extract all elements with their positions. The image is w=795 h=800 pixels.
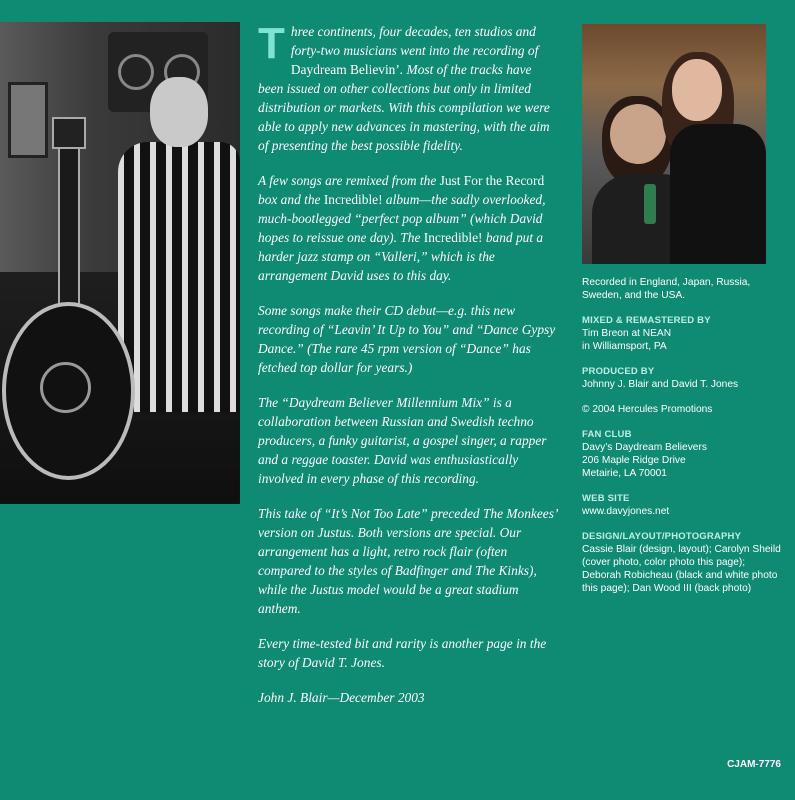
mixed-credit [582, 314, 782, 353]
fan-club-line-3: Metairie, LA 70001 [582, 468, 667, 479]
produced-heading: PRODUCED BY [582, 366, 655, 377]
design-credit [582, 530, 782, 595]
signature: John J. Blair—December 2003 [258, 690, 425, 705]
photo-man-head [150, 77, 208, 147]
credits-column [582, 276, 782, 607]
color-photo-two-women [582, 24, 766, 264]
photo-guitar-head [52, 117, 86, 149]
liner-notes [258, 19, 558, 723]
paragraph-closing: Every time-tested bit and rarity is another page in the story of David T. Jones. [258, 636, 547, 670]
photo-face-right [672, 59, 722, 121]
website-credit [582, 492, 782, 518]
paragraph-remixes: A few songs are remixed from the Just For the Record box and the Incredible! album—the sadly overlooked, much-bootlegged “perfect pop album” (which David hopes to reissue one day). The Incredible! band put a harder jazz stamp on “Valleri,” which is the arrangement David uses to this day. [258, 173, 546, 283]
fan-club-line-1: Davy’s Daydream Believers [582, 442, 707, 453]
fan-club-credit [582, 428, 782, 480]
paragraph-cd-debut: Some songs make their CD debut—e.g. this new recording of “Leavin’ It Up to You” and “Dance Gypsy Dance.” (The rare 45 rpm version of “Dance” has fetched top dollar for years.) [258, 303, 556, 375]
fan-club-line-2: 206 Maple Ridge Drive [582, 455, 686, 466]
bw-photo-man-with-guitar [0, 22, 240, 504]
catalog-number: CJAM-7776 [727, 759, 781, 770]
drop-cap: T [258, 19, 285, 68]
photo-guitar-neck [58, 137, 80, 321]
paragraph-not-too-late: This take of “It’s Not Too Late” preceded The Monkees’ version on Justus. Both versions are special. Our arrangement has a light, retro rock flair (often compared to the styles of Badfinger and The Kinks), while the Justus model would be a great stadium anthem. [258, 506, 557, 616]
photo-bottle [644, 184, 656, 224]
copyright-line: © 2004 Hercules Promotions [582, 404, 713, 415]
photo-striped-jacket [118, 142, 240, 412]
design-heading: DESIGN/LAYOUT/PHOTOGRAPHY [582, 531, 742, 542]
photo-wall-frame [8, 82, 48, 158]
produced-body: Johnny J. Blair and David T. Jones [582, 379, 739, 390]
mixed-heading: MIXED & REMASTERED BY [582, 315, 711, 326]
mixed-line-2: in Williamsport, PA [582, 341, 667, 352]
produced-credit [582, 365, 782, 391]
website-url: www.davyjones.net [582, 506, 670, 517]
photo-guitar-soundhole [40, 362, 91, 413]
photo-body-right [670, 124, 766, 264]
recorded-note: Recorded in England, Japan, Russia, Sweden, and the USA. [582, 277, 751, 301]
website-heading: WEB SITE [582, 493, 630, 504]
fan-club-heading: FAN CLUB [582, 429, 632, 440]
paragraph-intro: Three continents, four decades, ten studios and forty-two musicians went into the recording of Daydream Believin’. Most of the tracks have been issued on other collections but only in limited distribution or markets. With this compilation we were able to apply new advances in mastering, with the aim of presenting the best possible fidelity. [258, 19, 550, 153]
design-body: Cassie Blair (design, layout); Carolyn Sheild (cover photo, color photo this page); Deborah Robicheau (black and white photo this page); Dan Wood III (back photo) [582, 544, 781, 594]
mixed-line-1: Tim Breon at NEAN [582, 328, 672, 339]
photo-face-left [610, 104, 666, 164]
paragraph-millennium-mix: The “Daydream Believer Millennium Mix” is a collaboration between Russian and Swedish techno producers, a funky guitarist, a gospel singer, a rapper and a reggae toaster. David was enthusiastically involved in every phase of this recording. [258, 395, 547, 486]
